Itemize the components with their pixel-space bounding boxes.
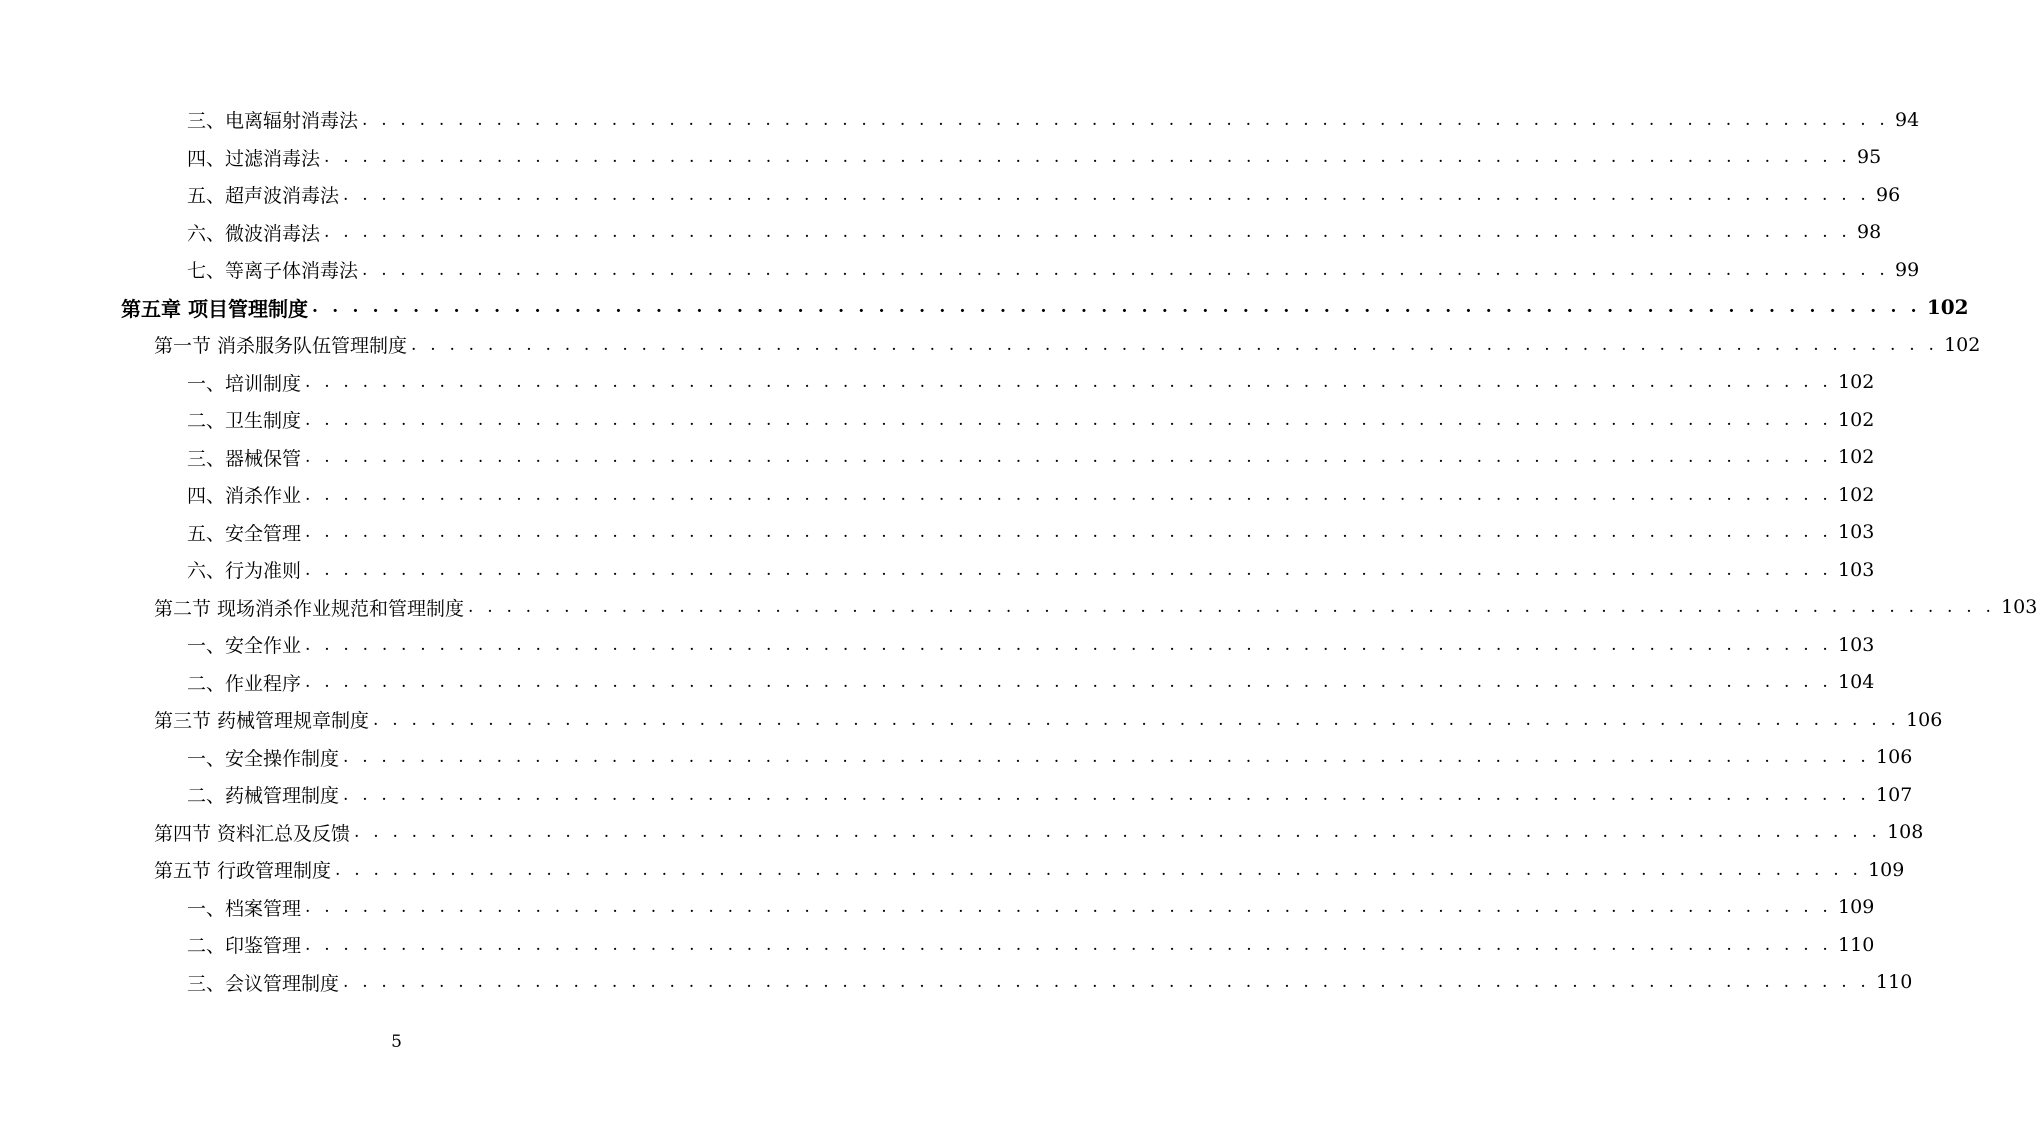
- toc-item-entry[interactable]: [187, 364, 1875, 401]
- toc-entry-page: 98: [1857, 221, 1882, 243]
- toc-entry-title: 第二节 现场消杀作业规范和管理制度: [154, 597, 465, 620]
- toc-entry-page: 103: [1838, 558, 1875, 581]
- toc-entry-title: 三、电离辐射消毒法: [187, 110, 359, 132]
- page-number: 5: [391, 1032, 402, 1052]
- toc-item-entry[interactable]: [187, 964, 1913, 1001]
- toc-leader-dots: . . . . . . . . . . . . . . . . . . . . . . . . . . . . . . . . . . . . . . . . . . . . . . . . . . . . . . . . . . . . . . . . . . . . . . . . . . . . . . . .: [305, 522, 1833, 542]
- toc-leader-dots: . . . . . . . . . . . . . . . . . . . . . . . . . . . . . . . . . . . . . . . . . . . . . . . . . . . . . . . . . . . . . . . . . . . . . . . . . . . . . . . .: [324, 147, 1852, 167]
- toc-entry-title: 一、档案管理: [187, 897, 302, 920]
- toc-entry-title: 二、卫生制度: [187, 410, 302, 432]
- toc-entry-title: 五、超声波消毒法: [187, 185, 340, 207]
- toc-entry-title: 第三节 药械管理规章制度: [154, 710, 370, 732]
- toc-entry-page: 103: [2001, 596, 2037, 618]
- toc-entry-title: 第四节 资料汇总及反馈: [154, 822, 351, 845]
- toc-leader-dots: . . . . . . . . . . . . . . . . . . . . . . . . . . . . . . . . . . . . . . . . . . . . . . . . . . . . . . . . . . . . . . . . . . . . . . . . . . . . . . . .: [362, 259, 1890, 280]
- toc-item-entry[interactable]: [187, 251, 1920, 288]
- toc-item-entry[interactable]: [187, 664, 1875, 701]
- toc-leader-dots: . . . . . . . . . . . . . . . . . . . . . . . . . . . . . . . . . . . . . . . . . . . . . . . . . . . . . . . . . . . . . . . . . . . . . . . . . . . . . . . .: [305, 672, 1833, 692]
- toc-entry-page: 110: [1876, 971, 1913, 993]
- toc-entry-title: 四、过滤消毒法: [187, 147, 321, 170]
- toc-leader-dots: . . . . . . . . . . . . . . . . . . . . . . . . . . . . . . . . . . . . . . . . . . . . . . . . . . . . . . . . . . . . . . . . . . . . . . . . . . . . . . . .: [343, 972, 1871, 992]
- toc-entry-title: 一、安全操作制度: [187, 747, 340, 770]
- toc-section-entry[interactable]: [154, 589, 2037, 626]
- toc-leader-dots: . . . . . . . . . . . . . . . . . . . . . . . . . . . . . . . . . . . . . . . . . . . . . . . . . . . . . . . . . . . . . . . . . . . . . . . . . . . . . . . .: [305, 484, 1833, 505]
- toc-entry-title: 三、会议管理制度: [187, 972, 340, 995]
- toc-item-entry[interactable]: [187, 139, 1882, 176]
- toc-entry-page: 96: [1876, 183, 1901, 206]
- toc-entry-page: 108: [1887, 821, 1924, 843]
- toc-entry-page: 94: [1895, 108, 1920, 131]
- toc-item-entry[interactable]: [187, 401, 1875, 438]
- toc-entry-page: 103: [1838, 521, 1875, 543]
- toc-section-entry[interactable]: [154, 701, 1943, 738]
- toc-item-entry[interactable]: [187, 439, 1875, 476]
- toc-entry-title: 第一节 消杀服务队伍管理制度: [154, 335, 408, 357]
- toc-leader-dots: . . . . . . . . . . . . . . . . . . . . . . . . . . . . . . . . . . . . . . . . . . . . . . . . . . . . . . . . . . . . . . . . . . . . . . . . . . . . . . . .: [362, 109, 1890, 130]
- toc-entry-page: 99: [1895, 258, 1920, 281]
- toc-entry-title: 二、印鉴管理: [187, 935, 302, 957]
- toc-item-entry[interactable]: [187, 214, 1882, 251]
- toc-entry-title: 第五章 项目管理制度: [121, 296, 308, 321]
- toc-section-entry[interactable]: [154, 851, 1905, 888]
- toc-leader-dots: . . . . . . . . . . . . . . . . . . . . . . . . . . . . . . . . . . . . . . . . . . . . . . . . . . . . . . . . . . . . . . . . . . . . . . . . . . . . . . . .: [411, 334, 1939, 355]
- toc-item-entry[interactable]: [187, 739, 1913, 776]
- toc-leader-dots: . . . . . . . . . . . . . . . . . . . . . . . . . . . . . . . . . . . . . . . . . . . . . . . . . . . . . . . . . . . . . . . . . . . . . . . . . . . . . . . .: [468, 597, 1996, 617]
- toc-leader-dots: . . . . . . . . . . . . . . . . . . . . . . . . . . . . . . . . . . . . . . . . . . . . . . . . . . . . . . . . . . . . . . . . . . . . . . . . . . . . . . . .: [305, 559, 1833, 580]
- toc-item-entry[interactable]: [187, 514, 1875, 551]
- toc-entry-title: 四、消杀作业: [187, 485, 302, 507]
- toc-entry-title: 二、作业程序: [187, 672, 302, 695]
- toc-entry-title: 二、药械管理制度: [187, 785, 340, 807]
- toc-entry-page: 109: [1838, 896, 1875, 918]
- toc-item-entry[interactable]: [187, 551, 1875, 588]
- toc-leader-dots: . . . . . . . . . . . . . . . . . . . . . . . . . . . . . . . . . . . . . . . . . . . . . . . . . . . . . . . . . . . . . . . . . . . . . . . . . . . . . . . .: [305, 409, 1833, 430]
- toc-entry-page: 106: [1876, 746, 1913, 768]
- toc-entry-title: 一、培训制度: [187, 372, 302, 395]
- toc-leader-dots: . . . . . . . . . . . . . . . . . . . . . . . . . . . . . . . . . . . . . . . . . . . . . . . . . . . . . . . . . . . . . . . . . . . . . . . . . . . . . . . .: [305, 934, 1833, 955]
- toc-entry-title: 三、器械保管: [187, 447, 302, 470]
- toc-entry-page: 102: [1926, 295, 1969, 319]
- toc-entry-title: 六、行为准则: [187, 560, 302, 582]
- toc-item-entry[interactable]: [187, 476, 1875, 513]
- toc-entry-page: 102: [1838, 483, 1875, 506]
- toc-leader-dots: . . . . . . . . . . . . . . . . . . . . . . . . . . . . . . . . . . . . . . . . . . . . . . . . . . . . . . . . . . . . . . . . . . . . . . . . . . . . . . . .: [343, 784, 1871, 805]
- toc-entry-title: 第五节 行政管理制度: [154, 860, 332, 882]
- toc-leader-dots: . . . . . . . . . . . . . . . . . . . . . . . . . . . . . . . . . . . . . . . . . . . . . . . . . . . . . . . . . . . . . . . . . . . . . . . . . . . . . . . .: [305, 634, 1833, 655]
- toc-entry-title: 七、等离子体消毒法: [187, 260, 359, 282]
- toc-entry-page: 95: [1857, 146, 1882, 168]
- toc-section-entry[interactable]: [154, 814, 1924, 851]
- toc-leader-dots: . . . . . . . . . . . . . . . . . . . . . . . . . . . . . . . . . . . . . . . . . . . . . . . . . . . . . . . . . . . . . . . . . . . . . . . . . . . . . . . .: [335, 859, 1863, 880]
- toc-entry-page: 110: [1838, 933, 1875, 956]
- toc-leader-dots: . . . . . . . . . . . . . . . . . . . . . . . . . . . . . . . . . . . . . . . . . . . . . . . . . . . . . . . . . . . . . . . . . . . . . . . . . . . . . . . .: [354, 822, 1882, 842]
- toc-entry-page: 107: [1876, 783, 1913, 806]
- toc-entry-page: 102: [1838, 371, 1875, 393]
- toc-leader-dots: . . . . . . . . . . . . . . . . . . . . . . . . . . . . . . . . . . . . . . . . . . . . . . . . . . . . . . . . . . . . . . . . . . . . . . . . . . . . . . . .: [305, 447, 1833, 467]
- toc-entry-page: 102: [1838, 408, 1875, 431]
- toc-entry-title: 五、安全管理: [187, 522, 302, 545]
- toc-item-entry[interactable]: [187, 776, 1913, 813]
- toc-entry-title: 六、微波消毒法: [187, 222, 321, 245]
- toc-leader-dots: . . . . . . . . . . . . . . . . . . . . . . . . . . . . . . . . . . . . . . . . . . . . . . . . . . . . . . . . . . . . . . . . . . . . . . . . . . . . . . . .: [373, 709, 1901, 730]
- toc-entry-page: 104: [1838, 671, 1875, 693]
- toc-entry-page: 103: [1838, 633, 1875, 656]
- toc-item-entry[interactable]: [187, 176, 1901, 213]
- toc-chapter-entry[interactable]: [121, 289, 1969, 326]
- toc-leader-dots: . . . . . . . . . . . . . . . . . . . . . . . . . . . . . . . . . . . . . . . . . . . . . . . . . . . . . . . . . . . . . . . . . . . . . . . . . . . . . . . .: [324, 222, 1852, 242]
- toc-item-entry[interactable]: [187, 626, 1875, 663]
- toc-entry-page: 109: [1868, 858, 1905, 881]
- toc-item-entry[interactable]: [187, 889, 1875, 926]
- toc-leader-dots: . . . . . . . . . . . . . . . . . . . . . . . . . . . . . . . . . . . . . . . . . . . . . . . . . . . . . . . . . . . . . . . . . . . . . . . . . . . . . . . .: [343, 184, 1871, 205]
- toc-entry-page: 102: [1944, 333, 1981, 356]
- toc-leader-dots: . . . . . . . . . . . . . . . . . . . . . . . . . . . . . . . . . . . . . . . . . . . . . . . . . . . . . . . . . . . . . . . . . . . . . . . . . . . . . . . .: [311, 297, 1921, 317]
- toc-item-entry[interactable]: [187, 101, 1920, 138]
- toc-leader-dots: . . . . . . . . . . . . . . . . . . . . . . . . . . . . . . . . . . . . . . . . . . . . . . . . . . . . . . . . . . . . . . . . . . . . . . . . . . . . . . . .: [305, 897, 1833, 917]
- toc-item-entry[interactable]: [187, 926, 1875, 963]
- toc-leader-dots: . . . . . . . . . . . . . . . . . . . . . . . . . . . . . . . . . . . . . . . . . . . . . . . . . . . . . . . . . . . . . . . . . . . . . . . . . . . . . . . .: [343, 747, 1871, 767]
- toc-entry-page: 102: [1838, 446, 1875, 468]
- toc-section-entry[interactable]: [154, 326, 1981, 363]
- toc-leader-dots: . . . . . . . . . . . . . . . . . . . . . . . . . . . . . . . . . . . . . . . . . . . . . . . . . . . . . . . . . . . . . . . . . . . . . . . . . . . . . . . .: [305, 372, 1833, 392]
- toc-entry-title: 一、安全作业: [187, 635, 302, 657]
- toc-entry-page: 106: [1906, 708, 1943, 731]
